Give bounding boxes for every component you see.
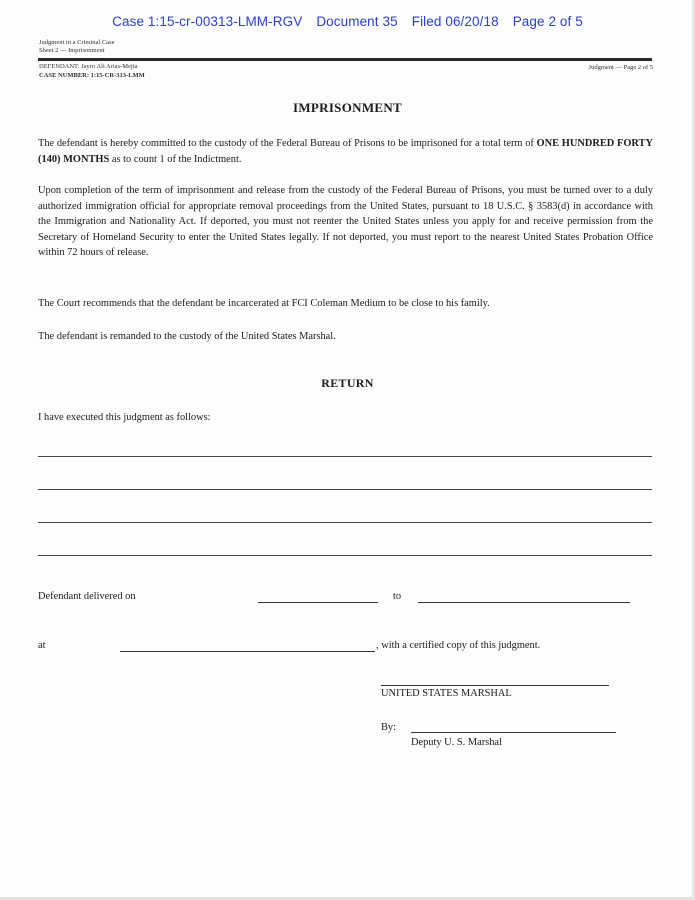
defendant-name: DEFENDANT: Jayro Ali Arias-Mejia [39,63,138,70]
certified-copy-text: , with a certified copy of this judgment. [376,640,541,651]
execution-line-2[interactable] [38,489,652,490]
at-label: at [38,640,46,651]
term-length: ONE HUNDRED FORTY (140) MONTHS [38,138,653,165]
case-number-stamp: Case 1:15-cr-00313-LMM-RGV [112,14,303,29]
form-title: Judgment in a Criminal Case [39,39,115,46]
delivered-date-line[interactable] [258,602,378,603]
recommendation-paragraph: The Court recommends that the defendant be incarcerated at FCI Coleman Medium to be close to his family. [38,298,490,309]
delivered-at-line[interactable] [120,651,375,652]
filed-date-stamp: Filed 06/20/18 [411,14,499,29]
to-label: to [393,591,402,602]
execution-line-4[interactable] [38,555,652,556]
by-label: By: [381,722,397,733]
marshal-title: UNITED STATES MARSHAL [381,688,512,699]
deputy-title: Deputy U. S. Marshal [411,737,502,748]
removal-paragraph: Upon completion of the term of imprisonment and release from the custody of the Federal Bureau of Prisons, you must be turned over to a duly authorized immigration official for appropriate removal proceedings from the United States, pursuant to 18 U.S.C. § 3583(d) in accordance with the Immigration and Nationality Act. If deported, you must not reenter the United States unless you apply for and receive permission from the Secretary of Homeland Security to enter the United States legally. If not deported, you must report to the nearest United States Probation Office within 72 hours of release. [38,185,653,259]
court-filing-stamp [0,14,695,29]
case-number: CASE NUMBER: 1:15-CR-313-LMM [39,72,145,79]
remand-paragraph: The defendant is remanded to the custody of the United States Marshal. [38,331,336,342]
page-count-stamp: Page 2 of 5 [512,14,583,29]
term-text-end: as to count 1 of the Indictment. [109,153,242,165]
execution-line-3[interactable] [38,522,652,523]
judgment-page-ref: Judgment — Page 2 of 5 [588,64,653,71]
imprisonment-heading: IMPRISONMENT [292,100,403,115]
return-intro: I have executed this judgment as follows: [38,412,211,423]
document-number-stamp: Document 35 [316,14,398,29]
marshal-signature-line[interactable] [381,685,609,686]
term-text-start: The defendant is hereby committed to the custody of the Federal Bureau of Prisons to be imprisoned for a total term of [38,138,537,149]
execution-line-1[interactable] [38,456,652,457]
form-sheet: Sheet 2 — Imprisonment [39,47,105,54]
delivered-on-label: Defendant delivered on [38,591,136,602]
header-rule [38,58,652,61]
deputy-signature-line[interactable] [411,732,616,733]
delivered-to-line[interactable] [418,602,630,603]
return-heading: RETURN [321,376,374,390]
imprisonment-term-paragraph [38,136,653,167]
